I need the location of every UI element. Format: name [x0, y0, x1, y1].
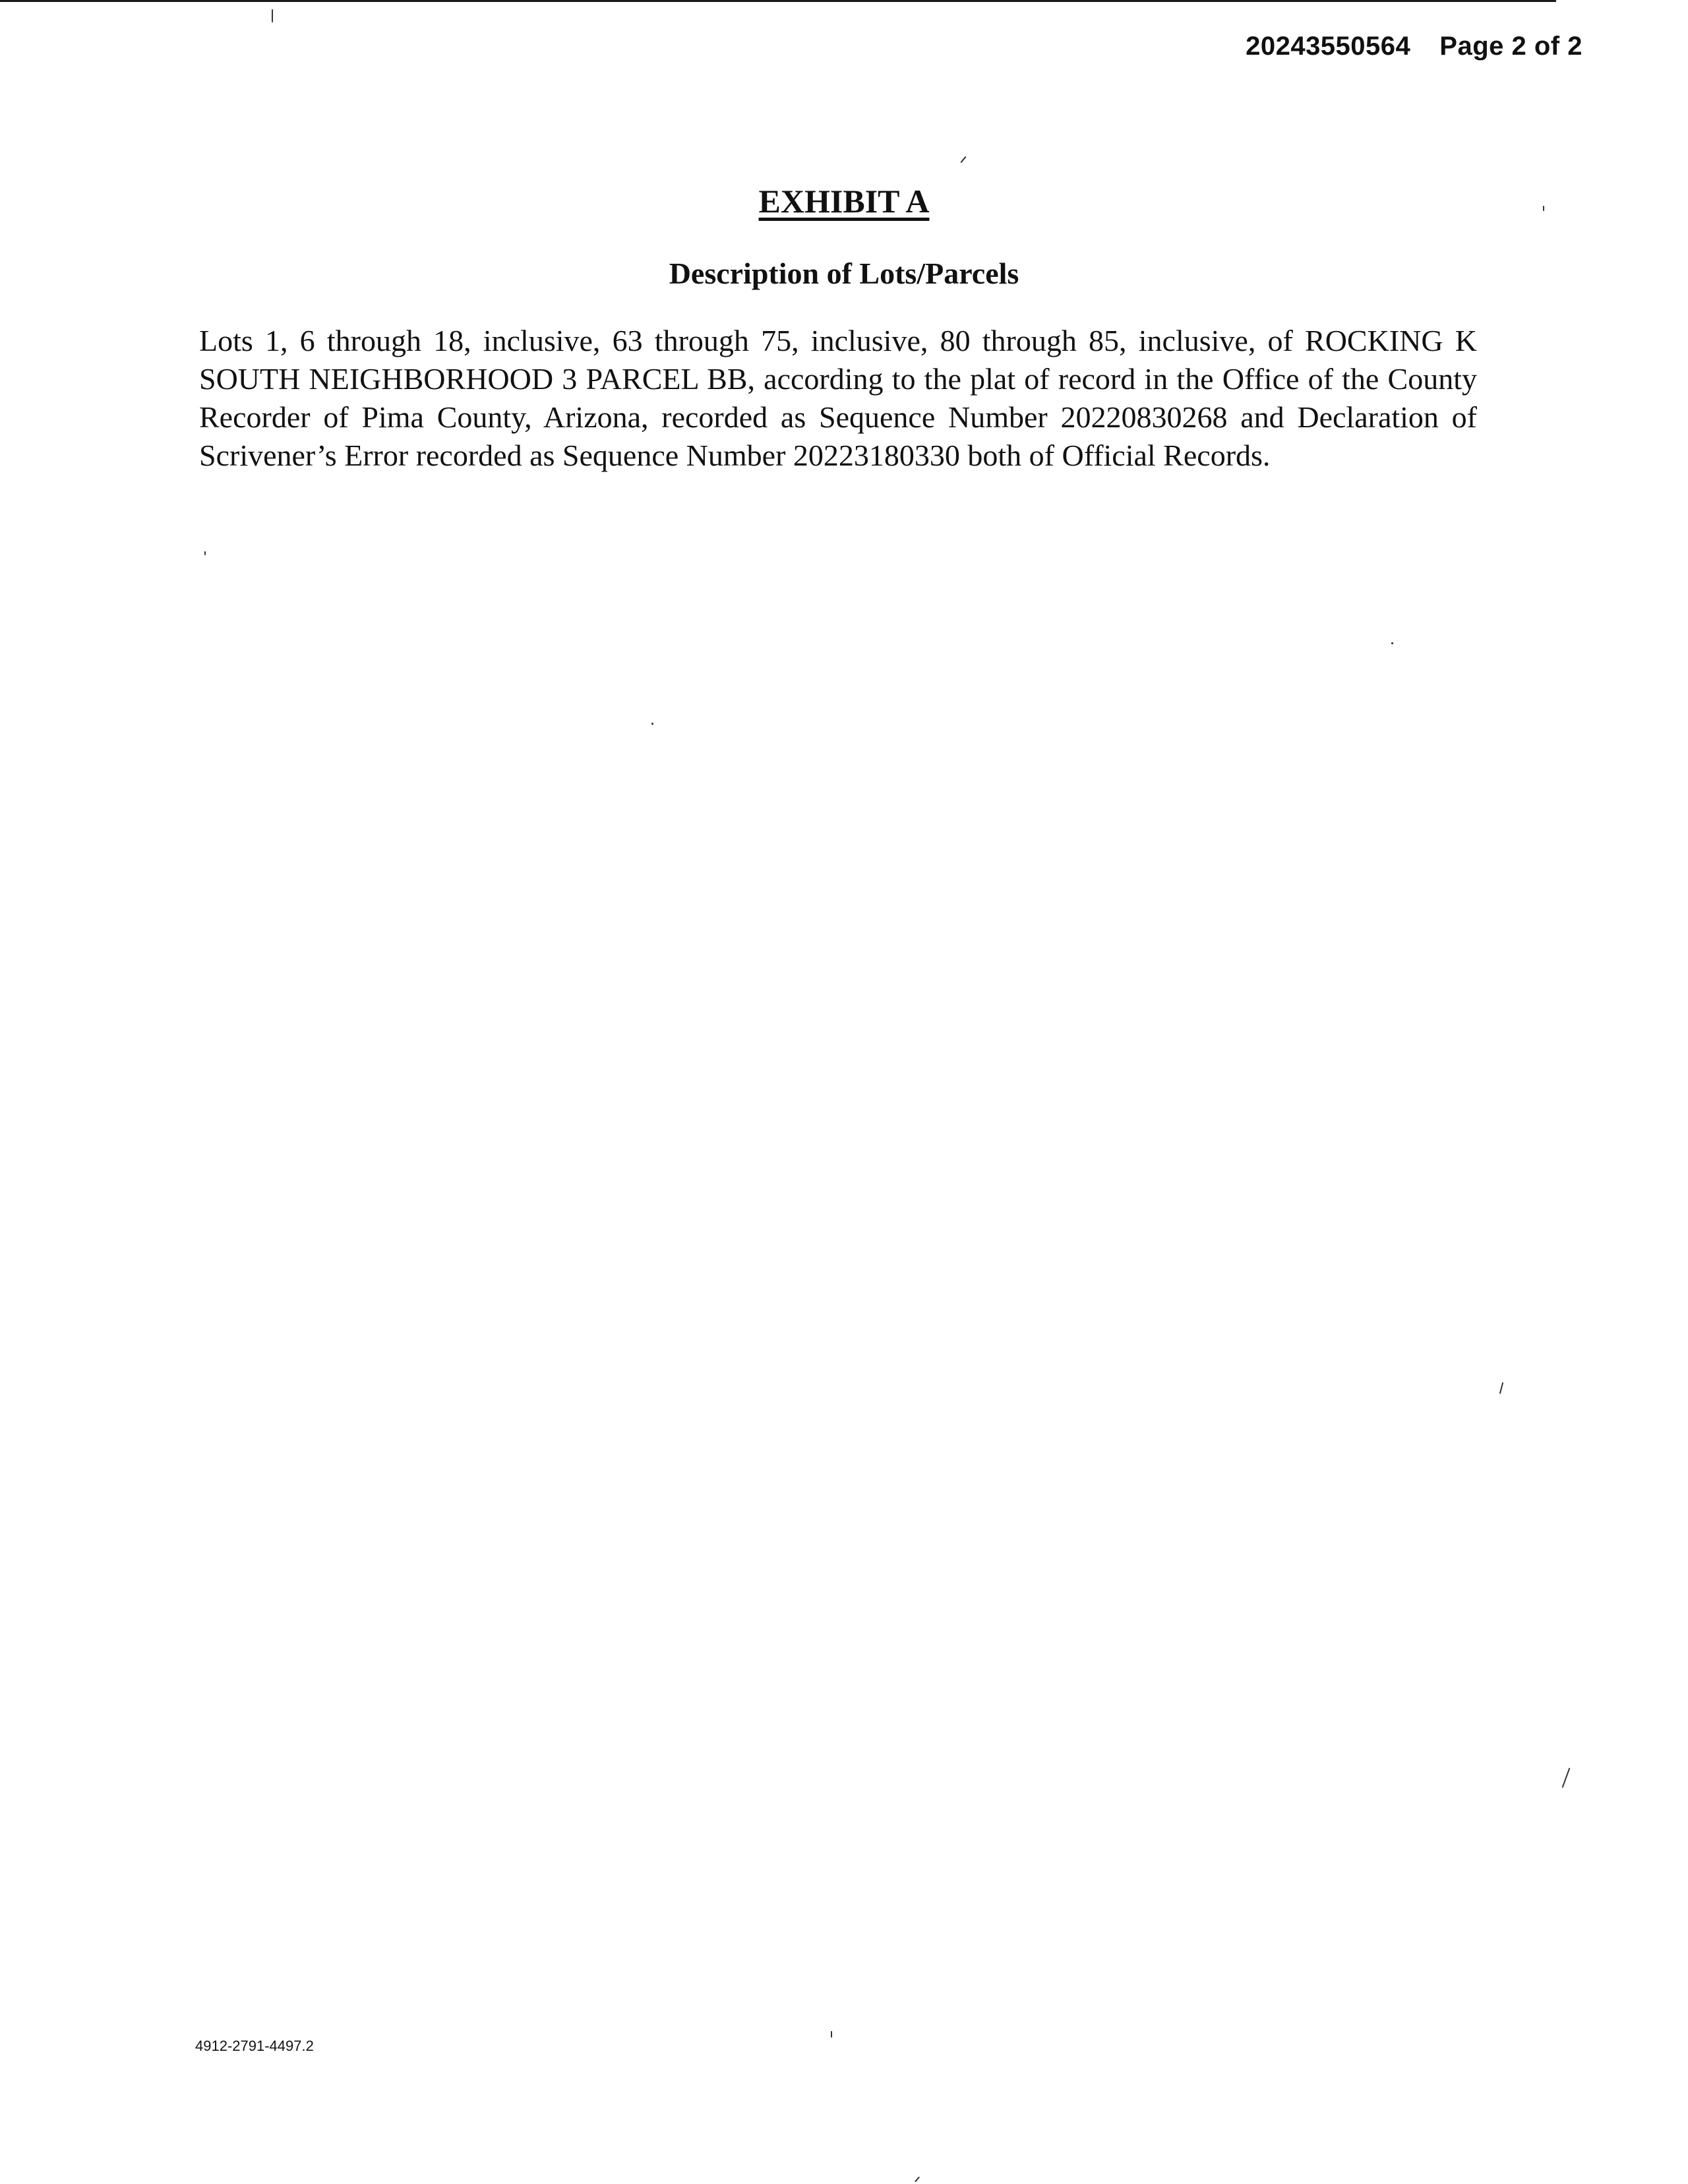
scan-speck	[651, 723, 653, 725]
document-number: 20243550564	[1246, 32, 1411, 61]
page-header	[1246, 32, 1582, 61]
scan-speck	[1391, 642, 1393, 644]
document-code: 4912-2791-4497.2	[195, 2038, 314, 2054]
scan-speck	[960, 156, 966, 163]
scan-speck	[1562, 1768, 1571, 1788]
scan-speck	[204, 551, 206, 555]
lot-description-paragraph: Lots 1, 6 through 18, inclusive, 63 through 75, inclusive, 80 through 85, inclusive, of ROCKING K SOUTH NEIGHBORHOOD 3 PARCEL BB, according to the plat of record in the Office of the County Recorder of Pima County, Arizona, recorded as Sequence Number 20220830268 and Declaration of Scrivener’s Error recorded as Sequence Number 20223180330 both of Official Records.	[199, 324, 1477, 472]
scan-speck	[915, 2177, 920, 2183]
scan-speck	[272, 9, 273, 22]
exhibit-subtitle: Description of Lots/Parcels	[669, 257, 1019, 290]
exhibit-title: EXHIBIT A	[758, 183, 930, 220]
top-border-line	[0, 0, 1556, 2]
scan-speck	[1499, 1382, 1504, 1394]
scan-speck	[1543, 206, 1544, 211]
page-indicator: Page 2 of 2	[1439, 32, 1582, 61]
scan-speck	[831, 2031, 832, 2038]
